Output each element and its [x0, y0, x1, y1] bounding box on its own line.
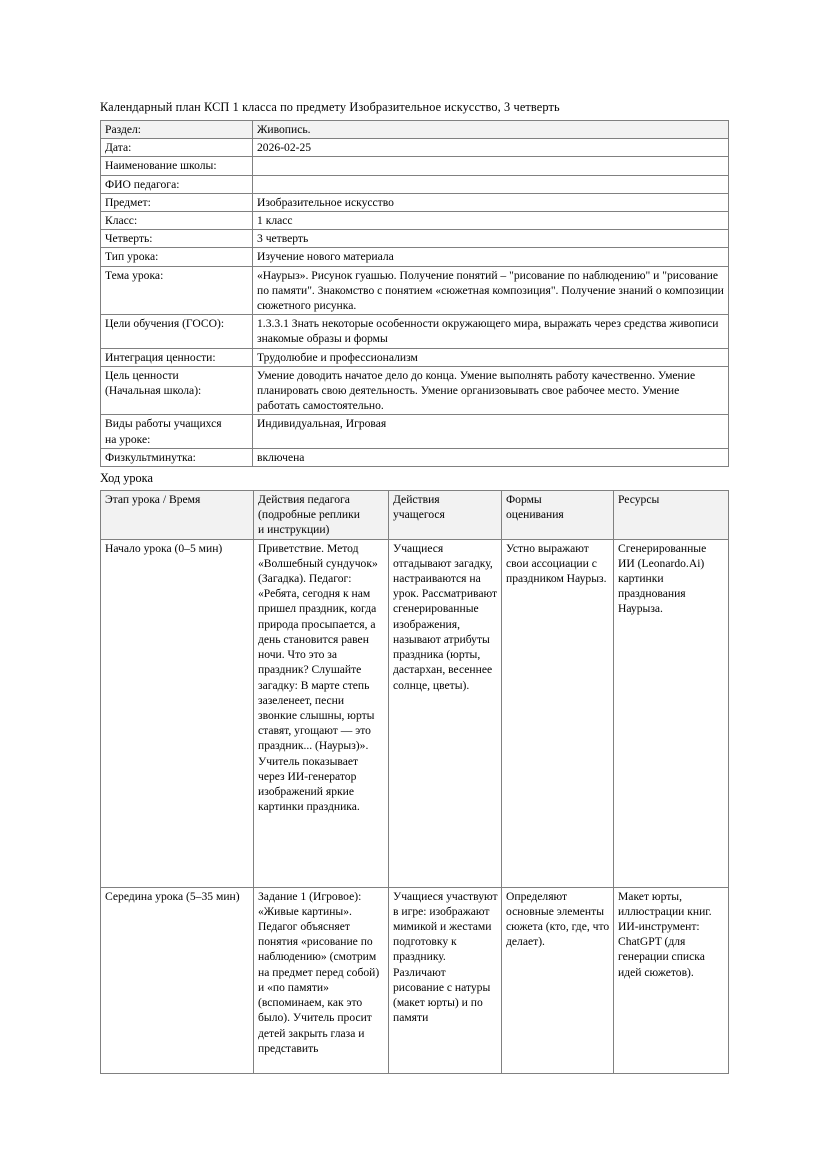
flow-cell-resources: Макет юрты, иллюстрации книг. ИИ-инструмент: ChatGPT (для генерации списка идей сюжетов). — [614, 887, 729, 1073]
section-heading-lesson-flow: Ход урока — [100, 471, 153, 486]
info-value-cell: включена — [253, 448, 729, 466]
info-label-cell: Интеграция ценности: — [101, 348, 253, 366]
info-value-cell: Изобразительное искусство — [253, 193, 729, 211]
column-header-3: Действия учащегося — [389, 491, 502, 540]
flow-cell-teacher: Задание 1 (Игровое): «Живые картины». Педагог объясняет понятия «рисование по наблюдению» (смотрим на предмет перед собой) и «по памяти» (вспоминаем, как это было). Учитель просит детей закрыть глаза и представить — [254, 887, 389, 1073]
flow-cell-stage: Начало урока (0–5 мин) — [101, 539, 254, 887]
info-value-cell: Трудолюбие и профессионализм — [253, 348, 729, 366]
table-row — [101, 448, 729, 466]
flow-cell-resources: Сгенерированные ИИ (Leonardo.Ai) картинки празднования Наурыза. — [614, 539, 729, 887]
info-value-cell — [253, 157, 729, 175]
table-header-row — [101, 491, 729, 540]
table-row — [101, 157, 729, 175]
document-content — [100, 99, 728, 1074]
info-value-cell: 1.3.3.1 Знать некоторые особенности окружающего мира, выражать через средства живописи знакомые образы и формы — [253, 315, 729, 348]
lesson-flow-header — [101, 491, 729, 540]
lesson-flow-table — [100, 490, 729, 1074]
column-header-1: Этап урока / Время — [101, 491, 254, 540]
table-row — [101, 212, 729, 230]
table-row — [101, 366, 729, 415]
lesson-info-table — [100, 120, 729, 467]
info-label-cell: Предмет: — [101, 193, 253, 211]
info-label-cell: Физкультминутка: — [101, 448, 253, 466]
flow-cell-stage: Середина урока (5–35 мин) — [101, 887, 254, 1073]
table-row — [101, 539, 729, 887]
table-row — [101, 121, 729, 139]
info-label-cell: Четверть: — [101, 230, 253, 248]
column-header-4: Формы оценивания — [502, 491, 614, 540]
info-label-cell: Цели обучения (ГОСО): — [101, 315, 253, 348]
column-header-2: Действия педагога (подробные реплики и инструкции) — [254, 491, 389, 540]
table-row — [101, 348, 729, 366]
table-row — [101, 266, 729, 315]
flow-cell-teacher: Приветствие. Метод «Волшебный сундучок» (Загадка). Педагог: «Ребята, сегодня к нам пришел праздник, когда природа просыпается, а день становится равен ночи. Что это за праздник? Слушайте загадку: В марте степь зазеленеет, песни звонкие слышны, юрты ставят, угощают — это праздник... (Наурыз)». Учитель показывает через ИИ-генератор изображений яркие картинки праздника. — [254, 539, 389, 887]
flow-cell-assessment: Определяют основные элементы сюжета (кто, где, что делает). — [502, 887, 614, 1073]
table-row — [101, 315, 729, 348]
info-label-cell: Тип урока: — [101, 248, 253, 266]
info-value-cell: Индивидуальная, Игровая — [253, 415, 729, 448]
flow-cell-student: Учащиеся участвуют в игре: изображают мимикой и жестами подготовку к празднику. Различают рисование с натуры (макет юрты) и по памяти — [389, 887, 502, 1073]
info-value-cell: «Наурыз». Рисунок гуашью. Получение понятий – "рисование по наблюдению" и "рисование по памяти". Знакомство с понятием «сюжетная композиция". Получение знаний о композиции сюжетного рисунка. — [253, 266, 729, 315]
info-value-cell: Живопись. — [253, 121, 729, 139]
lesson-info-body — [101, 121, 729, 467]
info-label-cell: Цель ценности (Начальная школа): — [101, 366, 253, 415]
info-label-cell: Класс: — [101, 212, 253, 230]
page-title: Календарный план КСП 1 класса по предмету Изобразительное искусство, 3 четверть — [100, 100, 560, 114]
info-value-cell: 2026-02-25 — [253, 139, 729, 157]
info-value-cell — [253, 175, 729, 193]
info-value-cell: 1 класс — [253, 212, 729, 230]
info-label-cell: Раздел: — [101, 121, 253, 139]
info-value-cell: Изучение нового материала — [253, 248, 729, 266]
info-label-cell: ФИО педагога: — [101, 175, 253, 193]
info-label-cell: Виды работы учащихся на уроке: — [101, 415, 253, 448]
info-label-cell: Тема урока: — [101, 266, 253, 315]
lesson-flow-body — [101, 539, 729, 1073]
table-row — [101, 887, 729, 1073]
flow-cell-assessment: Устно выражают свои ассоциации с праздником Наурыз. — [502, 539, 614, 887]
info-value-cell: Умение доводить начатое дело до конца. Умение выполнять работу качественно. Умение планировать свою деятельность. Умение организовывать свое рабочее место. Умение работать самостоятельно. — [253, 366, 729, 415]
table-row — [101, 175, 729, 193]
info-value-cell: 3 четверть — [253, 230, 729, 248]
table-row — [101, 230, 729, 248]
table-row — [101, 193, 729, 211]
column-header-5: Ресурсы — [614, 491, 729, 540]
table-row — [101, 415, 729, 448]
table-row — [101, 139, 729, 157]
info-label-cell: Дата: — [101, 139, 253, 157]
table-row — [101, 248, 729, 266]
info-label-cell: Наименование школы: — [101, 157, 253, 175]
flow-cell-student: Учащиеся отгадывают загадку, настраиваются на урок. Рассматривают сгенерированные изображения, называют атрибуты праздника (юрты, дастархан, весеннее солнце, цветы). — [389, 539, 502, 887]
